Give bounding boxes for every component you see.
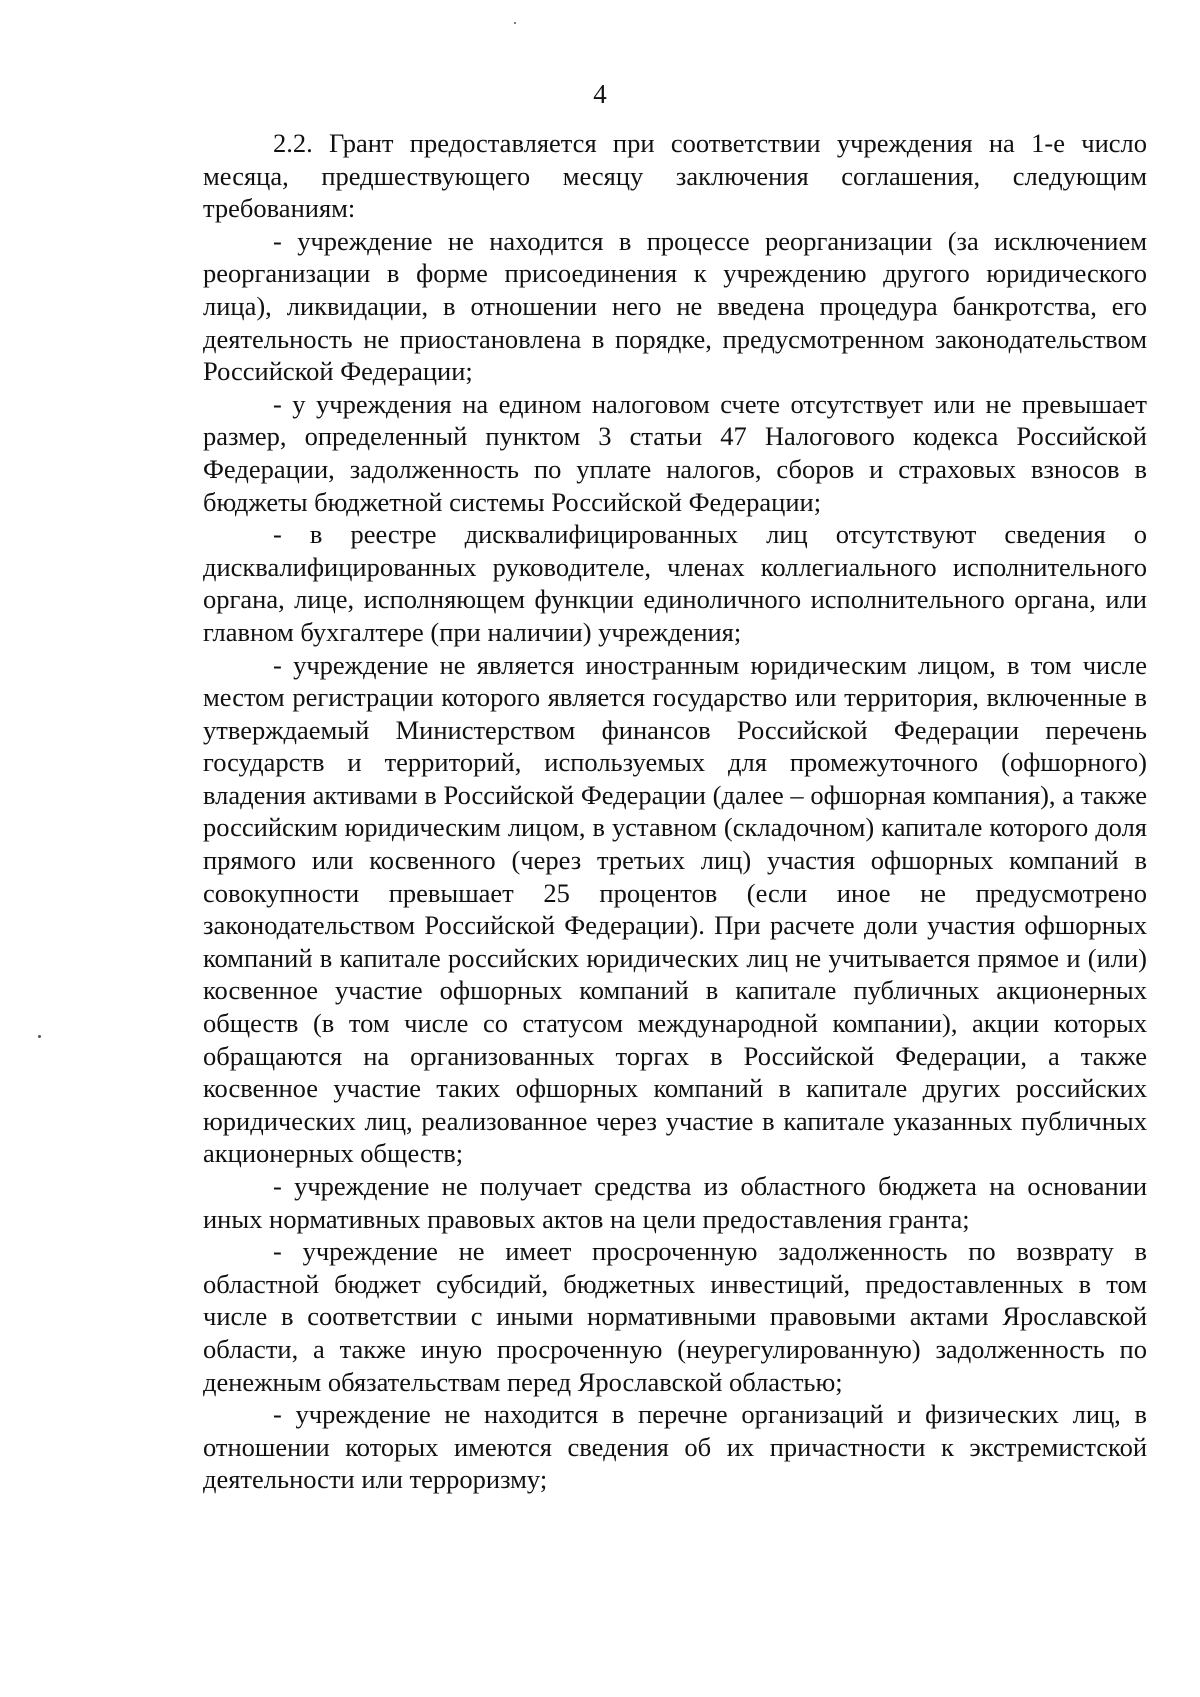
- paragraph-overdue-debt: - учреждение не имеет просроченную задолженность по возврату в областной бюджет субсидий, бюджетных инвестиций, предоставленных в том числе в соответствии с иными нормативными правовыми актами Ярославской области, а также иную просроченную (неурегулированную) задолженность по денежным обязательствам перед Ярославской областью;: [203, 1236, 1147, 1397]
- paragraph-extremism: - учреждение не находится в перечне организаций и физических лиц, в отношении которых имеются сведения об их причастности к экстремистской деятельности или терроризму;: [203, 1399, 1147, 1495]
- page-number: 4: [593, 79, 607, 109]
- paragraph-grant-requirements: 2.2. Грант предоставляется при соответствии учреждения на 1-е число месяца, предшествующего месяцу заключения соглашения, следующим требованиям:: [203, 128, 1147, 224]
- document-body: [203, 127, 1147, 1496]
- paragraph-regional-budget: - учреждение не получает средства из областного бюджета на основании иных нормативных правовых актов на цели предоставления гранта;: [203, 1171, 1147, 1234]
- paragraph-offshore: - учреждение не является иностранным юридическим лицом, в том числе местом регистрации которого является государство или территория, включенные в утверждаемый Министерством финансов Российской Федерации перечень государств и территорий, используемых для промежуточного (офшорного) владения активами в Российской Федерации (далее – офшорная компания), а также российским юридическим лицом, в уставном (складочном) капитале которого доля прямого или косвенного (через третьих лиц) участия офшорных компаний в совокупности превышает 25 процентов (если иное не предусмотрено законодательством Российской Федерации). При расчете доли участия офшорных компаний в капитале российских юридических лиц не учитывается прямое и (или) косвенное участие офшорных компаний в капитале публичных акционерных обществ (в том числе со статусом международной компании), акции которых обращаются на организованных торгах в Российской Федерации, а также косвенное участие таких офшорных компаний в капитале других российских юридических лиц, реализованное через участие в капитале указанных публичных акционерных обществ;: [203, 649, 1147, 1169]
- paragraph-tax-debt: - у учреждения на едином налоговом счете отсутствует или не превышает размер, определенный пунктом 3 статьи 47 Налогового кодекса Российской Федерации, задолженность по уплате налогов, сборов и страховых взносов в бюджеты бюджетной системы Российской Федерации;: [203, 388, 1147, 517]
- scan-speck: [38, 1035, 41, 1038]
- paragraph-reorganization: - учреждение не находится в процессе реорганизации (за исключением реорганизации в форме присоединения к учреждению другого юридического лица), ликвидации, в отношении него не введена процедура банкротства, его деятельность не приостановлена в порядке, предусмотренном законодательством Российской Федерации;: [203, 225, 1147, 387]
- scan-speck: [514, 22, 516, 24]
- paragraph-disqualified-persons: - в реестре дисквалифицированных лиц отсутствуют сведения о дисквалифицированных руководителе, членах коллегиального исполнительного органа, лице, исполняющем функции единоличного исполнительного органа, или главном бухгалтере (при наличии) учреждения;: [203, 519, 1147, 647]
